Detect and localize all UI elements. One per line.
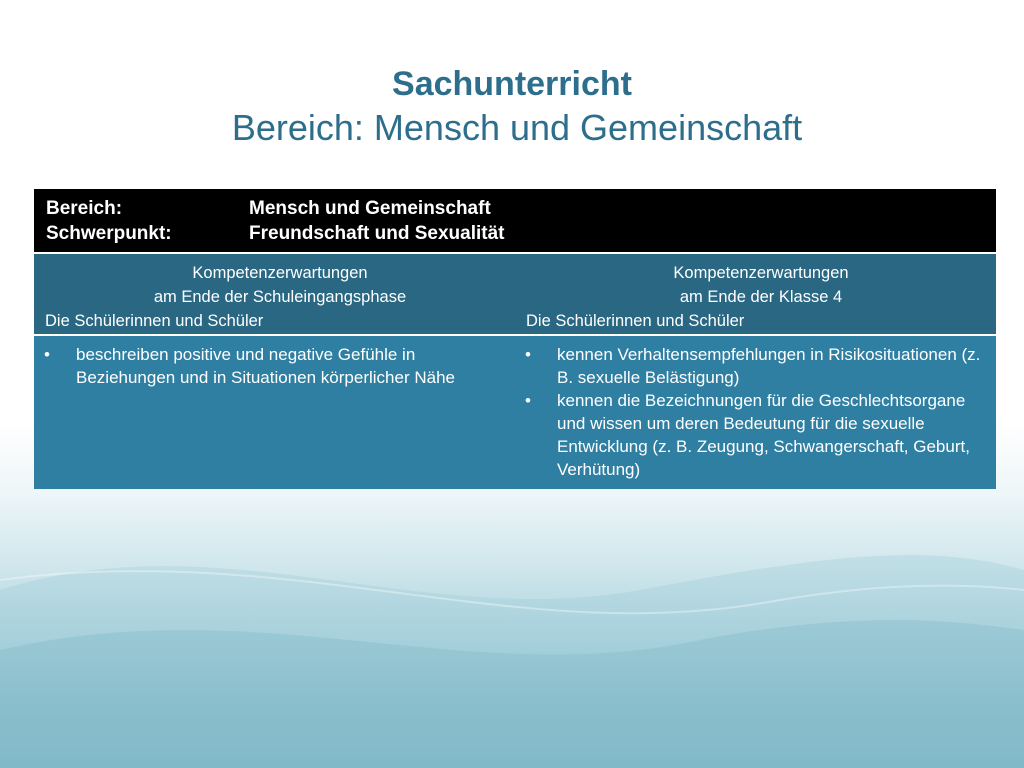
header-line-bereich: [46, 196, 996, 221]
competence-body-row: [34, 336, 996, 489]
table-header-row: [34, 189, 996, 252]
competence-heading-right: [515, 254, 996, 334]
bullet-symbol: •: [44, 345, 50, 364]
header-label: Schwerpunkt:: [46, 223, 172, 244]
bullet-symbol: •: [525, 345, 531, 364]
competence-heading-title: Kompetenzerwartungen: [192, 264, 368, 282]
header-value: Freundschaft und Sexualität: [249, 223, 505, 244]
list-item: [44, 343, 503, 389]
header-line-schwerpunkt: [46, 221, 996, 246]
list-item-text: beschreiben positive und negative Gefühle in Beziehungen und in Situationen körperlicher Nähe: [76, 345, 455, 387]
competence-heading-subject: Die Schülerinnen und Schüler: [526, 312, 745, 330]
competence-heading-left: [34, 254, 515, 334]
competence-heading-stage: am Ende der Klasse 4: [679, 288, 843, 306]
competence-list-right: [515, 336, 996, 489]
competence-heading-subject: Die Schülerinnen und Schüler: [45, 312, 264, 330]
list-item: [525, 389, 984, 481]
slide-subtitle: Bereich: Mensch und Gemeinschaft: [231, 107, 803, 148]
header-label: Bereich:: [46, 198, 123, 219]
list-item: [525, 343, 984, 389]
competence-heading-title: Kompetenzerwartungen: [673, 264, 849, 282]
list-item-text: kennen die Bezeichnungen für die Geschlechtsorgane und wissen um deren Bedeutung für die sexuelle Entwicklung (z. B. Zeugung, Schwangerschaft, Geburt, Verhütung): [557, 391, 970, 479]
slide-title: Sachunterricht: [392, 65, 632, 103]
slide-title-block: [0, 62, 1024, 150]
competence-heading-row: [34, 254, 996, 334]
bullet-symbol: •: [525, 391, 531, 410]
competence-list-left: [34, 336, 515, 489]
competence-table: [34, 189, 996, 489]
list-item-text: kennen Verhaltensempfehlungen in Risikosituationen (z. B. sexuelle Belästigung): [557, 345, 981, 387]
competence-heading-stage: am Ende der Schuleingangsphase: [153, 288, 407, 306]
background-wave-decoration: [0, 480, 1024, 768]
header-value: Mensch und Gemeinschaft: [249, 198, 491, 219]
